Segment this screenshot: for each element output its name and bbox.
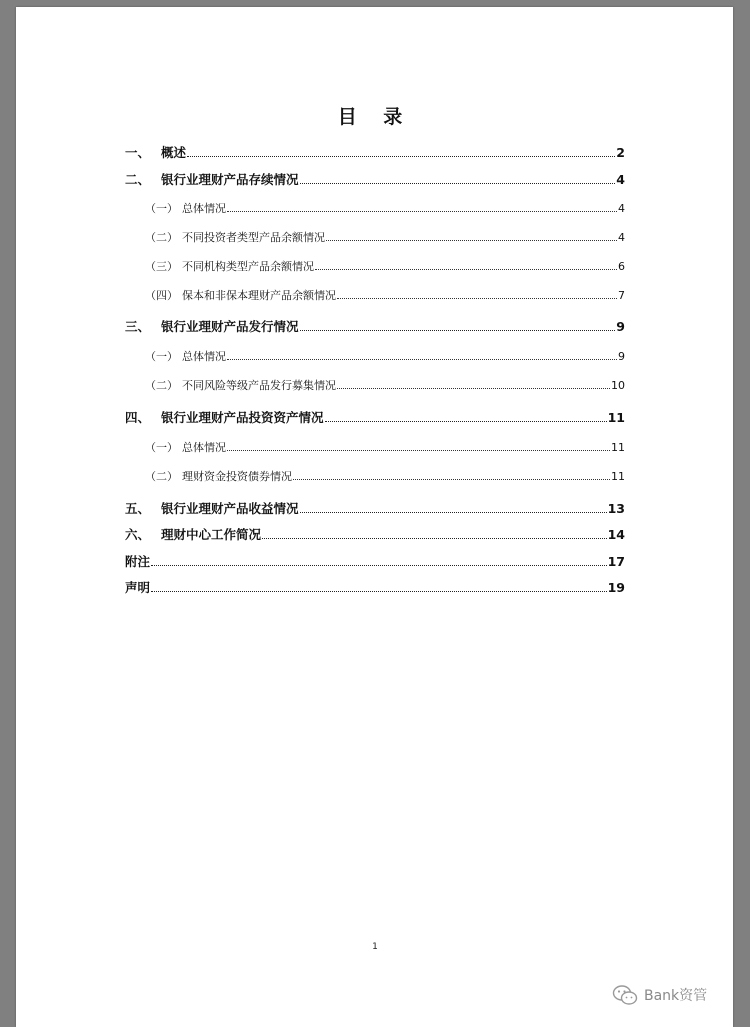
toc-entry-page: 4 — [618, 231, 625, 244]
toc-entry-page: 4 — [616, 172, 625, 187]
toc-leader-dots — [227, 211, 617, 212]
toc-entry-page: 17 — [607, 554, 625, 569]
toc-entry-label: 银行业理财产品存续情况 — [161, 172, 299, 187]
toc-entry[interactable] — [145, 348, 625, 364]
toc-entry[interactable] — [145, 200, 625, 216]
toc-leader-dots — [227, 359, 617, 360]
toc-entry-label: 银行业理财产品投资资产情况 — [161, 410, 324, 425]
toc-entry[interactable] — [145, 468, 625, 484]
toc-entry[interactable] — [145, 377, 625, 393]
toc-entry-label: 银行业理财产品发行情况 — [161, 319, 299, 334]
page-number: 1 — [372, 942, 378, 952]
toc-entry-number: （一） — [145, 202, 178, 215]
toc-entry[interactable] — [125, 499, 625, 517]
toc-entry-label: 不同机构类型产品余额情况 — [182, 260, 314, 273]
toc-title: 目 录 — [337, 106, 413, 128]
watermark-text: Bank资管 — [644, 988, 708, 1004]
wechat-icon — [612, 984, 638, 1006]
toc-entry-label: 不同投资者类型产品余额情况 — [182, 231, 325, 244]
toc-leader-dots — [300, 330, 616, 331]
toc-entry-page: 11 — [607, 410, 625, 425]
toc-leader-dots — [326, 240, 617, 241]
toc-entry-label: 总体情况 — [182, 350, 226, 363]
toc-entry-page: 19 — [607, 580, 625, 595]
toc-entry-label: 不同风险等级产品发行募集情况 — [182, 379, 336, 392]
toc-entry[interactable] — [145, 287, 625, 303]
toc-entry-number: 一、 — [125, 145, 151, 160]
toc-entry-page: 11 — [611, 441, 625, 454]
toc-entry[interactable] — [125, 578, 625, 596]
toc-entry-label: 附注 — [125, 554, 151, 569]
watermark — [612, 984, 707, 1006]
toc-entry[interactable] — [145, 439, 625, 455]
toc-leader-dots — [262, 538, 607, 539]
toc-leader-dots — [151, 565, 607, 566]
toc-entry-page: 13 — [607, 501, 625, 516]
toc-entry[interactable] — [145, 258, 625, 274]
toc-entry-number: （二） — [145, 231, 178, 244]
toc-entry-number: （二） — [145, 379, 178, 392]
toc-entry-number: 二、 — [125, 172, 151, 187]
toc-entry-page: 9 — [616, 319, 625, 334]
toc-entry-number: 六、 — [125, 527, 151, 542]
toc-leader-dots — [337, 388, 610, 389]
toc-entry-page: 11 — [611, 470, 625, 483]
toc-leader-dots — [151, 591, 607, 592]
toc-entry-page: 9 — [618, 350, 625, 363]
toc-entry-number: 五、 — [125, 501, 151, 516]
toc-entry-label: 银行业理财产品收益情况 — [161, 501, 299, 516]
toc-entry-page: 10 — [611, 379, 625, 392]
toc-entry-label: 总体情况 — [182, 441, 226, 454]
toc-entry[interactable] — [125, 552, 625, 570]
toc-entry-label: 理财资金投资债券情况 — [182, 470, 292, 483]
toc-entry-label: 理财中心工作简况 — [161, 527, 262, 542]
toc-entry-label: 声明 — [125, 580, 151, 595]
toc-entry-page: 7 — [618, 289, 625, 302]
toc-entry-number: （四） — [145, 289, 178, 302]
toc-leader-dots — [300, 512, 607, 513]
toc-entry-number: 四、 — [125, 410, 151, 425]
toc-entry-number: （一） — [145, 441, 178, 454]
toc-leader-dots — [300, 183, 616, 184]
toc-leader-dots — [187, 156, 615, 157]
toc-entry-number: （三） — [145, 260, 178, 273]
toc-entry-page: 14 — [607, 527, 625, 542]
toc-entry-number: （一） — [145, 350, 178, 363]
toc-entry-number: 三、 — [125, 319, 151, 334]
toc-entry-label: 总体情况 — [182, 202, 226, 215]
toc-entry-page: 6 — [618, 260, 625, 273]
toc-leader-dots — [325, 421, 607, 422]
toc-entry-label: 保本和非保本理财产品余额情况 — [182, 289, 336, 302]
toc-leader-dots — [293, 479, 610, 480]
toc-entry[interactable] — [125, 317, 625, 335]
toc-entry[interactable] — [125, 525, 625, 543]
toc-leader-dots — [315, 269, 617, 270]
toc-leader-dots — [337, 298, 617, 299]
toc-entry[interactable] — [145, 229, 625, 245]
toc-entry[interactable] — [125, 143, 625, 161]
toc-entry-number: （二） — [145, 470, 178, 483]
toc-entry-label: 概述 — [161, 145, 187, 160]
toc-entry-page: 4 — [618, 202, 625, 215]
toc-leader-dots — [227, 450, 610, 451]
toc-entry[interactable] — [125, 170, 625, 188]
toc-entry[interactable] — [125, 408, 625, 426]
toc-entry-page: 2 — [616, 145, 625, 160]
